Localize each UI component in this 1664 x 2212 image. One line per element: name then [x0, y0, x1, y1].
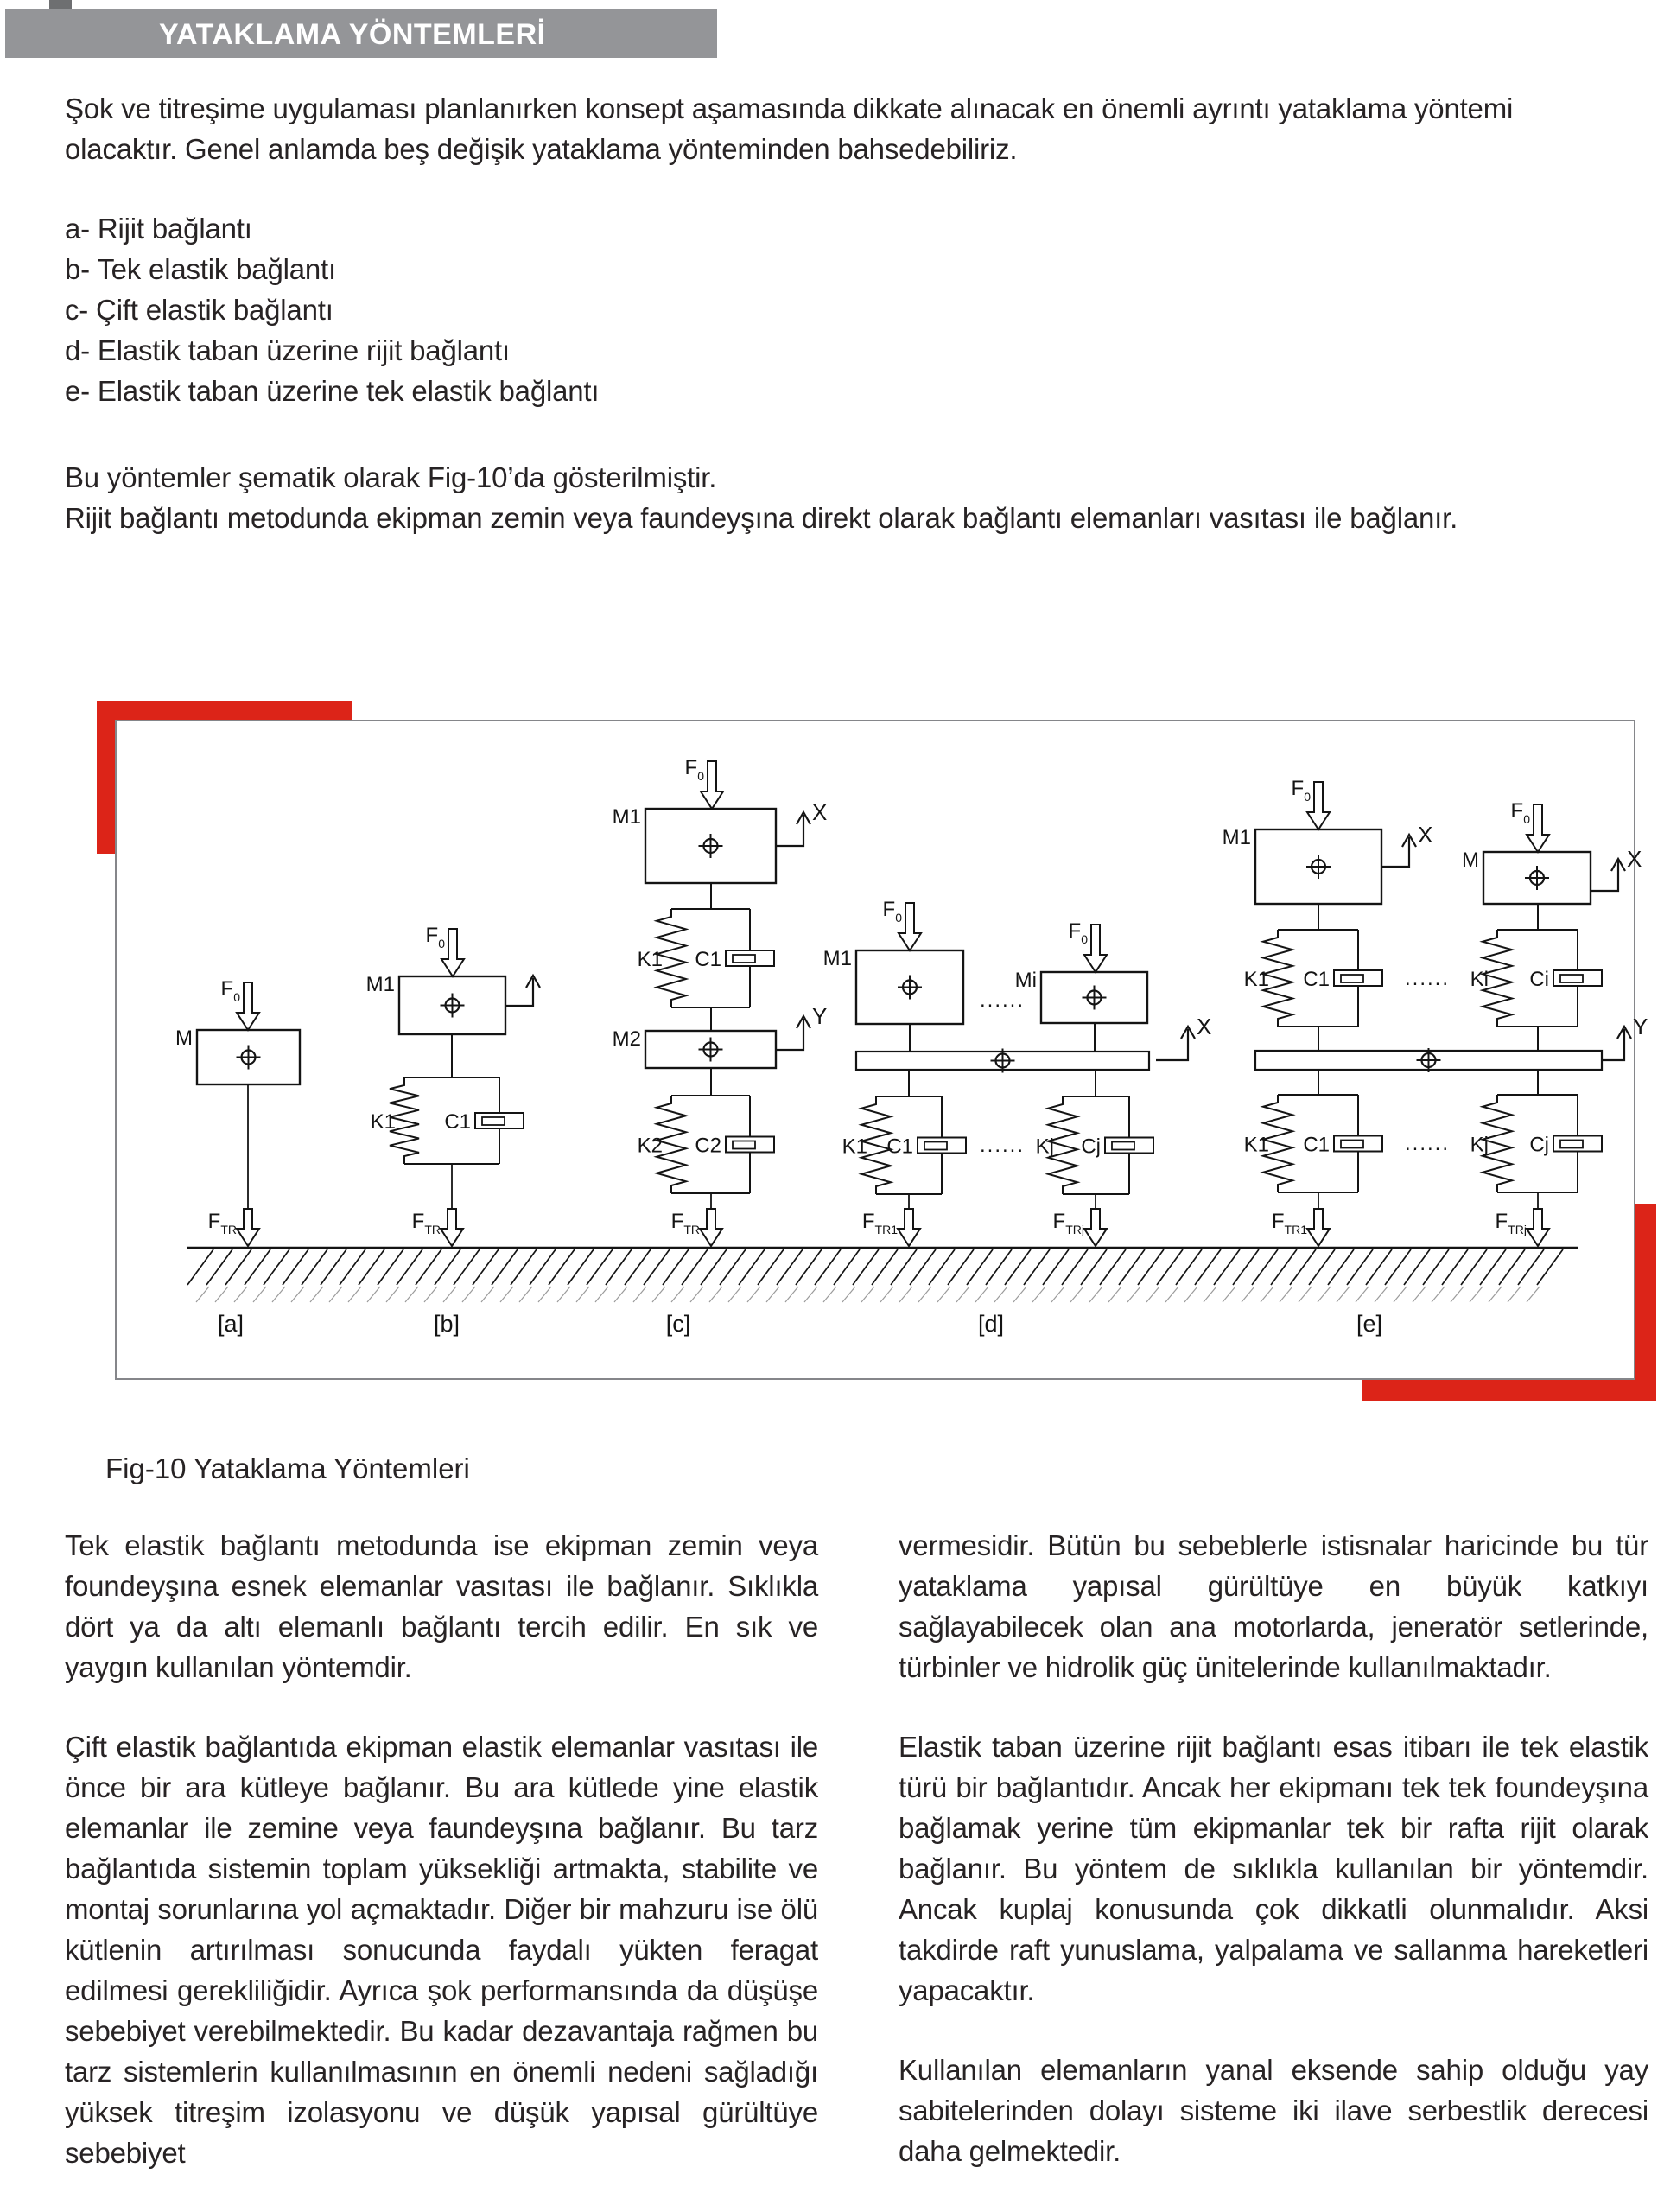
method-list [65, 208, 1102, 411]
spring-damper-assembly [1036, 1096, 1153, 1194]
force-label: $F_0$ [1510, 799, 1530, 826]
transmitted-force [208, 1084, 259, 1246]
force-label: $F_0$ [1291, 777, 1311, 804]
spring-label: K1 [1243, 968, 1269, 991]
continuation-dots: ...... [1404, 967, 1451, 990]
damper-icon [1334, 970, 1382, 986]
force-label: $F_0$ [220, 977, 240, 1004]
damper-icon [726, 950, 774, 966]
panel-label: [b] [433, 1311, 460, 1337]
list-item: e- Elastik taban üzerine tek elastik bağlantı [65, 375, 600, 407]
list-item: b- Tek elastik bağlantı [65, 253, 336, 285]
mass-label: M1 [1222, 826, 1251, 849]
mass-block [1462, 849, 1591, 904]
intro-paragraph: Şok ve titreşime uygulaması planlanırken konsept aşamasında dikkate alınacak en önemli ayrıntı yataklama yöntemi olacaktır. Genel anlamda beş değişik yataklama yönteminden bahsedebiliriz. [65, 92, 1514, 165]
continuation-dots: ...... [1404, 1132, 1451, 1155]
transmitted-force [862, 1194, 920, 1246]
damper-icon [918, 1138, 966, 1154]
force-arrow-icon [1307, 1209, 1330, 1246]
spring-damper-assembly [1244, 1095, 1382, 1192]
excitation-force [221, 977, 259, 1030]
list-item: c- Çift elastik bağlantı [65, 294, 333, 326]
damper-icon [726, 1137, 774, 1153]
spring-label: Kj [1035, 1135, 1054, 1159]
mass-label: M1 [612, 805, 641, 829]
paragraph: Elastik taban üzerine rijit bağlantı esas itibarı ile tek elastik türü bir bağlantıdır. Ancak her ekipmanı tek tek foundeyşına bağlamak yerine tüm ekipmanlar tek bir rafta rijit olarak bağlanır. Bu yöntem de sıklıkla kullanılan bir yöntemdir. Ancak kuplaj konusunda çok dikkatli olunmalıdır. Aksi takdirde raft yunuslama, yalpalama ve sallanma hareketleri yapacaktır. [899, 1731, 1648, 2006]
excitation-force [1511, 799, 1549, 852]
spring-label: K1 [637, 948, 663, 971]
force-label: $F_0$ [425, 924, 445, 950]
spring-damper-assembly [1244, 930, 1382, 1027]
panel-label: [d] [977, 1311, 1005, 1337]
red-corner-bracket-right [1635, 1204, 1656, 1401]
axis-arrow [1591, 846, 1642, 891]
damper-icon [1553, 970, 1602, 986]
spring-damper-assembly [638, 909, 774, 1007]
axis-label: X [1627, 846, 1642, 872]
mass-label: M [1462, 849, 1479, 872]
mass-block [1223, 826, 1381, 904]
spring-damper-assembly [1470, 930, 1602, 1027]
excitation-force [883, 898, 921, 950]
panel-label: [c] [665, 1311, 691, 1337]
figure-frame [115, 720, 1648, 1380]
transmitted-force [1272, 1192, 1330, 1246]
force-label: $F_{TR1}$ [861, 1210, 898, 1236]
damper-label: C2 [695, 1134, 721, 1158]
paragraph: Tek elastik bağlantı metodunda ise ekipman zemin veya foundeyşına esnek elemanlar vasıtası ile bağlanır. Sıklıkla dört ya da altı elemanlı bağlantı tercih edilir. En sık ve yaygın kullanılan yöntemdir. [65, 1529, 818, 1683]
force-label: $F_{TRj}$ [1495, 1210, 1527, 1236]
force-arrow-icon [441, 1209, 463, 1246]
figure-diagram [117, 721, 1648, 1382]
mass-block [1015, 969, 1147, 1023]
ground-hatching [187, 1248, 1578, 1302]
damper-icon [475, 1113, 524, 1128]
spring-label: K1 [1243, 1133, 1269, 1157]
transmitted-force [1496, 1192, 1549, 1246]
spring-damper-assembly [371, 1077, 524, 1164]
force-arrow-icon [1527, 1209, 1549, 1246]
damper-label: C1 [695, 948, 721, 971]
paragraph: vermesidir. Bütün bu sebeblerle istisnalar haricinde bu tür yataklama yapısal gürültüye en büyük katkıyı sağlayabilecek olan ana motorlarda, jeneratör setlerinde, türbinler ve hidrolik güç ünitelerinde kullanılmaktadır. [899, 1529, 1648, 1683]
damper-icon [1553, 1136, 1602, 1152]
spring-label: K1 [842, 1135, 867, 1159]
axis-arrow [1156, 1014, 1211, 1060]
paragraph: Çift elastik bağlantıda ekipman elastik elemanlar vasıtası ile önce bir ara kütleye bağlanır. Bu ara kütlede yine elastik elemanlar ile zemine veya faundeyşına bağlanır. Bu tarz bağlantıda sistemin toplam yüksekliği artmakta, stabilite ve montaj sorunlarına yol açmaktadır. Diğer bir mahzuru ise ölü kütlenin artırılması sonucunda faydalı yükten feragat edilmesi gerekliliğidir. Ayrıca şok performansında da düşüşe sebebiyet verebilmektedir. Bu kadar dezavantaja rağmen bu tarz sistemlerin kullanılmasının en önemli nedeni sağladığı yüksek titreşim izolasyonu ve düşük yapısal gürültüye sebebiyet [65, 1731, 818, 2169]
mass-block [613, 805, 776, 883]
paragraph: Kullanılan elemanların yanal eksende sahip olduğu yay sabitelerinden dolayı sisteme iki ilave serbestlik derecesi daha gelmektedir. [899, 2054, 1648, 2167]
axis-label: Y [1633, 1014, 1648, 1039]
figure-caption: Fig-10 Yataklama Yöntemleri [105, 1452, 470, 1484]
axis-arrow [776, 799, 827, 846]
mass-label: M1 [365, 973, 395, 996]
figure-reference-line: Bu yöntemler şematik olarak Fig-10’da gösterilmiştir. [65, 461, 717, 493]
mass-block [366, 973, 505, 1034]
continuation-dots: ...... [979, 988, 1026, 1012]
force-label: $F_{TR1}$ [1271, 1210, 1307, 1236]
mass-block [613, 1027, 776, 1068]
force-label: $F_0$ [1068, 919, 1088, 946]
list-item: d- Elastik taban üzerine rijit bağlantı [65, 334, 510, 366]
panel-label: [e] [1356, 1311, 1383, 1337]
mass-block [175, 1027, 300, 1084]
axis-label: X [1418, 822, 1433, 848]
mass-label: M2 [612, 1027, 641, 1051]
panel-label: [a] [217, 1311, 245, 1337]
excitation-force [1069, 919, 1107, 972]
axis-label: Y [812, 1003, 828, 1029]
spring-label: K2 [637, 1134, 663, 1158]
axis-label: X [1197, 1014, 1212, 1039]
mass-block [823, 947, 963, 1024]
spring-damper-assembly [842, 1096, 966, 1194]
force-arrow-icon [1084, 1209, 1107, 1246]
damper-label: Ci [1529, 968, 1549, 991]
damper-label: C1 [886, 1135, 913, 1159]
axis-arrow [776, 1003, 827, 1050]
continuation-dots: ...... [979, 1134, 1026, 1157]
force-label: $F_0$ [882, 898, 902, 925]
force-arrow-icon [898, 1209, 920, 1246]
damper-label: Cj [1529, 1133, 1549, 1157]
list-item: a- Rijit bağlantı [65, 213, 252, 245]
mass-label: M [175, 1027, 193, 1050]
force-arrow-icon [700, 1209, 722, 1246]
force-label: $F_0$ [684, 756, 704, 783]
axis-arrow [505, 976, 540, 1006]
force-label: $F_{TR}$ [207, 1210, 237, 1236]
force-label: $F_{TR}$ [670, 1210, 700, 1236]
damper-label: C1 [1303, 968, 1330, 991]
force-label: $F_{TR}$ [411, 1210, 441, 1236]
spring-label: Ki [1470, 968, 1489, 991]
spring-damper-assembly [638, 1096, 774, 1193]
damper-label: C1 [444, 1110, 471, 1134]
transmitted-force [1053, 1194, 1107, 1246]
mass-label: Mi [1014, 969, 1037, 992]
axis-arrow [1602, 1014, 1648, 1060]
excitation-force [1292, 777, 1330, 830]
spring-label: Kj [1470, 1133, 1489, 1157]
red-corner-bracket-bottom [1362, 1380, 1656, 1401]
section-title: YATAKLAMA YÖNTEMLERİ [159, 18, 546, 51]
transmitted-force [412, 1164, 463, 1246]
raft-bar [1255, 1048, 1602, 1072]
force-label: $F_{TRj}$ [1052, 1210, 1084, 1236]
force-arrow-icon [237, 1209, 259, 1246]
axis-arrow [1381, 822, 1432, 867]
transmitted-force [671, 1193, 722, 1246]
excitation-force [426, 924, 464, 976]
column-left [65, 1525, 818, 2173]
raft-bar [856, 1049, 1149, 1073]
damper-icon [1334, 1136, 1382, 1152]
column-right [899, 1525, 1648, 2171]
excitation-force [685, 756, 723, 809]
rigid-mount-line: Rijit bağlantı metodunda ekipman zemin veya faundeyşına direkt olarak bağlantı elemanları vasıtası ile bağlanır. [65, 502, 1458, 534]
damper-label: Cj [1081, 1135, 1101, 1159]
spring-label: K1 [370, 1110, 396, 1134]
mass-label: M1 [822, 947, 852, 970]
spring-damper-assembly [1470, 1095, 1602, 1192]
damper-icon [1105, 1138, 1153, 1154]
axis-label: X [812, 799, 828, 825]
damper-label: C1 [1303, 1133, 1330, 1157]
